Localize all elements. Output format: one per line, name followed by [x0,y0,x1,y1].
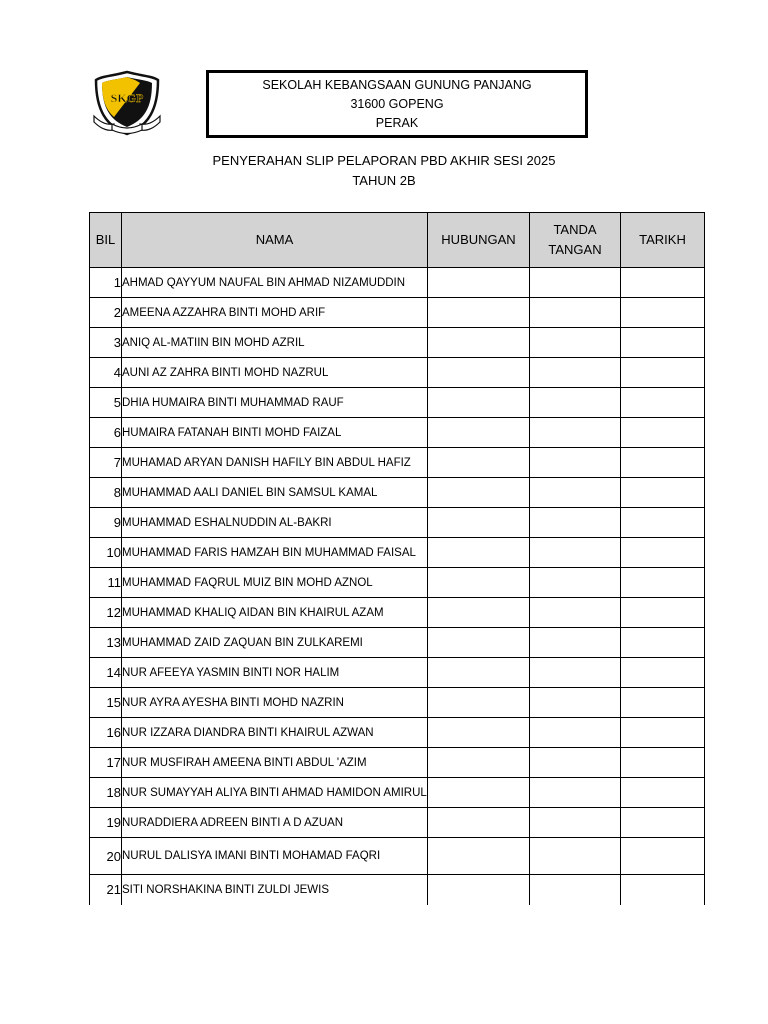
row-hubungan-cell[interactable] [428,298,530,328]
row-bil-cell: 18 [90,778,122,808]
row-tanda-tangan-cell[interactable] [530,778,621,808]
row-hubungan-cell[interactable] [428,748,530,778]
row-tanda-tangan-cell[interactable] [530,598,621,628]
row-bil-cell: 20 [90,838,122,875]
row-bil-cell: 21 [90,875,122,905]
row-hubungan-cell[interactable] [428,838,530,875]
row-nama-cell: NURADDIERA ADREEN BINTI A D AZUAN [122,808,428,838]
school-name: SEKOLAH KEBANGSAAN GUNUNG PANJANG [262,77,532,92]
row-tanda-tangan-cell[interactable] [530,448,621,478]
row-bil-cell: 14 [90,658,122,688]
row-tanda-tangan-cell[interactable] [530,658,621,688]
row-hubungan-cell[interactable] [428,328,530,358]
table-row [90,568,705,598]
school-crest-logo [92,70,162,136]
table-row [90,658,705,688]
row-tanda-tangan-cell[interactable] [530,748,621,778]
row-hubungan-cell[interactable] [428,568,530,598]
header-tanda-line2: TANGAN [548,242,602,257]
table-row [90,875,705,905]
document-class: TAHUN 2B [352,173,416,188]
row-nama-cell: NUR SUMAYYAH ALIYA BINTI AHMAD HAMIDON AMIRUL [122,778,428,808]
row-hubungan-cell[interactable] [428,628,530,658]
row-bil-cell: 17 [90,748,122,778]
row-tanda-tangan-cell[interactable] [530,328,621,358]
document-title: PENYERAHAN SLIP PELAPORAN PBD AKHIR SESI 2025 [212,153,556,168]
row-hubungan-cell[interactable] [428,418,530,448]
table-header-row [90,213,705,268]
row-nama-cell: AUNI AZ ZAHRA BINTI MOHD NAZRUL [122,358,428,388]
row-tanda-tangan-cell[interactable] [530,688,621,718]
row-hubungan-cell[interactable] [428,718,530,748]
row-tarikh-cell[interactable] [621,448,705,478]
row-tanda-tangan-cell[interactable] [530,478,621,508]
row-bil-cell: 7 [90,448,122,478]
row-tanda-tangan-cell[interactable] [530,298,621,328]
row-nama-cell: SITI NORSHAKINA BINTI ZULDI JEWIS [122,875,428,905]
header-tanda-tangan [530,213,621,268]
table-row [90,598,705,628]
row-tarikh-cell[interactable] [621,778,705,808]
school-header-box [206,70,588,138]
table-row [90,328,705,358]
row-tarikh-cell[interactable] [621,268,705,298]
header-tanda-line1: TANDA [553,222,597,237]
row-bil-cell: 19 [90,808,122,838]
row-hubungan-cell[interactable] [428,658,530,688]
row-tarikh-cell[interactable] [621,508,705,538]
row-bil-cell: 3 [90,328,122,358]
row-tarikh-cell[interactable] [621,628,705,658]
row-tanda-tangan-cell[interactable] [530,718,621,748]
row-nama-cell: AHMAD QAYYUM NAUFAL BIN AHMAD NIZAMUDDIN [122,268,428,298]
row-tanda-tangan-cell[interactable] [530,418,621,448]
row-hubungan-cell[interactable] [428,875,530,905]
row-nama-cell: DHIA HUMAIRA BINTI MUHAMMAD RAUF [122,388,428,418]
row-nama-cell: MUHAMMAD FAQRUL MUIZ BIN MOHD AZNOL [122,568,428,598]
table-row [90,388,705,418]
row-bil-cell: 1 [90,268,122,298]
row-bil-cell: 6 [90,418,122,448]
row-tarikh-cell[interactable] [621,658,705,688]
table-row [90,628,705,658]
school-postcode-town: 31600 GOPENG [350,96,444,111]
header-tarikh: TARIKH [621,213,705,268]
row-tanda-tangan-cell[interactable] [530,538,621,568]
row-tarikh-cell[interactable] [621,328,705,358]
header-nama: NAMA [122,213,428,268]
table-row [90,478,705,508]
student-roster-table [89,212,705,905]
row-nama-cell: ANIQ AL-MATIIN BIN MOHD AZRIL [122,328,428,358]
row-hubungan-cell[interactable] [428,448,530,478]
row-hubungan-cell[interactable] [428,688,530,718]
row-tarikh-cell[interactable] [621,838,705,875]
row-nama-cell: NURUL DALISYA IMANI BINTI MOHAMAD FAQRI [122,838,428,875]
row-tarikh-cell[interactable] [621,538,705,568]
row-tanda-tangan-cell[interactable] [530,268,621,298]
row-tanda-tangan-cell[interactable] [530,508,621,538]
table-row [90,298,705,328]
row-tarikh-cell[interactable] [621,688,705,718]
table-row [90,508,705,538]
row-tarikh-cell[interactable] [621,718,705,748]
row-hubungan-cell[interactable] [428,358,530,388]
header-bil: BIL [90,213,122,268]
row-hubungan-cell[interactable] [428,508,530,538]
header-hubungan: HUBUNGAN [428,213,530,268]
table-row [90,358,705,388]
row-nama-cell: NUR AYRA AYESHA BINTI MOHD NAZRIN [122,688,428,718]
row-hubungan-cell[interactable] [428,268,530,298]
row-tanda-tangan-cell[interactable] [530,838,621,875]
table-row [90,838,705,875]
row-hubungan-cell[interactable] [428,778,530,808]
row-hubungan-cell[interactable] [428,478,530,508]
row-bil-cell: 16 [90,718,122,748]
row-bil-cell: 15 [90,688,122,718]
row-hubungan-cell[interactable] [428,808,530,838]
school-state: PERAK [375,115,419,130]
row-nama-cell: MUHAMMAD ZAID ZAQUAN BIN ZULKAREMI [122,628,428,658]
row-nama-cell: MUHAMMAD AALI DANIEL BIN SAMSUL KAMAL [122,478,428,508]
row-nama-cell: HUMAIRA FATANAH BINTI MOHD FAIZAL [122,418,428,448]
svg-text:SKGP: SKGP [110,91,144,105]
row-tarikh-cell[interactable] [621,598,705,628]
document-titles [0,151,768,191]
table-row [90,748,705,778]
row-tarikh-cell[interactable] [621,358,705,388]
table-row [90,778,705,808]
table-row [90,718,705,748]
row-bil-cell: 2 [90,298,122,328]
row-nama-cell: MUHAMMAD KHALIQ AIDAN BIN KHAIRUL AZAM [122,598,428,628]
row-bil-cell: 9 [90,508,122,538]
row-tarikh-cell[interactable] [621,568,705,598]
row-bil-cell: 11 [90,568,122,598]
row-nama-cell: NUR MUSFIRAH AMEENA BINTI ABDUL 'AZIM [122,748,428,778]
row-tarikh-cell[interactable] [621,418,705,448]
row-hubungan-cell[interactable] [428,598,530,628]
row-tarikh-cell[interactable] [621,478,705,508]
row-tanda-tangan-cell[interactable] [530,875,621,905]
row-bil-cell: 8 [90,478,122,508]
row-tarikh-cell[interactable] [621,875,705,905]
row-nama-cell: MUHAMMAD FARIS HAMZAH BIN MUHAMMAD FAISAL [122,538,428,568]
row-tarikh-cell[interactable] [621,748,705,778]
row-tarikh-cell[interactable] [621,388,705,418]
row-tarikh-cell[interactable] [621,808,705,838]
row-tanda-tangan-cell[interactable] [530,388,621,418]
roster-body [90,268,705,905]
row-bil-cell: 12 [90,598,122,628]
row-bil-cell: 10 [90,538,122,568]
row-bil-cell: 4 [90,358,122,388]
table-row [90,538,705,568]
table-row [90,268,705,298]
row-nama-cell: MUHAMAD ARYAN DANISH HAFILY BIN ABDUL HAFIZ [122,448,428,478]
row-bil-cell: 13 [90,628,122,658]
table-row [90,418,705,448]
row-tanda-tangan-cell[interactable] [530,808,621,838]
row-tarikh-cell[interactable] [621,298,705,328]
table-row [90,448,705,478]
row-nama-cell: NUR AFEEYA YASMIN BINTI NOR HALIM [122,658,428,688]
row-nama-cell: MUHAMMAD ESHALNUDDIN AL-BAKRI [122,508,428,538]
row-hubungan-cell[interactable] [428,538,530,568]
table-row [90,808,705,838]
row-tanda-tangan-cell[interactable] [530,568,621,598]
row-bil-cell: 5 [90,388,122,418]
row-nama-cell: NUR IZZARA DIANDRA BINTI KHAIRUL AZWAN [122,718,428,748]
table-row [90,688,705,718]
row-tanda-tangan-cell[interactable] [530,628,621,658]
row-hubungan-cell[interactable] [428,388,530,418]
row-tanda-tangan-cell[interactable] [530,358,621,388]
row-nama-cell: AMEENA AZZAHRA BINTI MOHD ARIF [122,298,428,328]
